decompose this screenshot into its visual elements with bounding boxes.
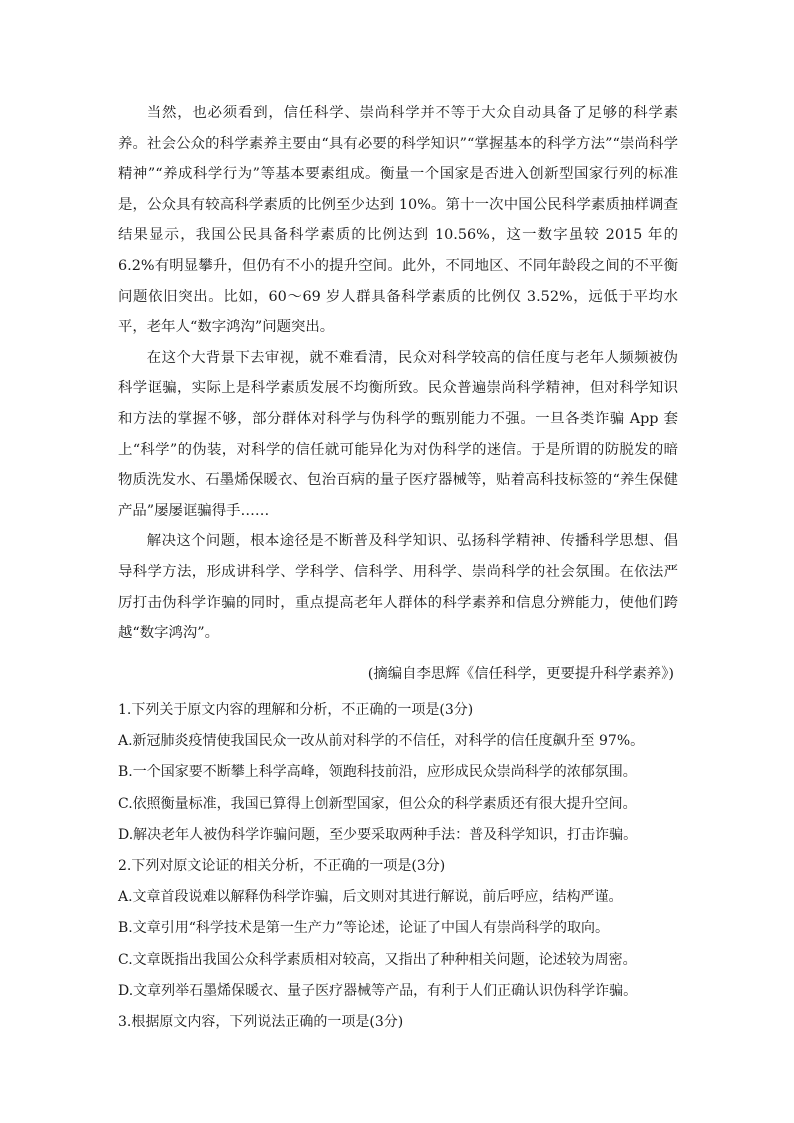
question-3-stem: 3.根据原文内容，下列说法正确的一项是(3分)	[118, 1014, 404, 1031]
question-2-option-c: C.文章既指出我国公众科学素质相对较高，又指出了种种相关问题，论述较为周密。	[118, 951, 637, 968]
article-paragraph-2: 在这个大背景下去审视，就不难看清，民众对科学较高的信任度与老年人频频被伪科学诓骗，实际上是科学素质发展不均衡所致。民众普遍崇尚科学精神，但对科学知识和方法的掌握不够，部分群体对科学与伪科学的甄别能力不强。一旦各类诈骗 App 套上“科学”的伪装，对科学的信任就可能异化为对伪科学的迷信。于是所谓的防脱发的暗物质洗发水、石墨烯保暖衣、包治百病的量子医疗器械等，贴着高科技标签的“养生保健产品”屡屡诓骗得手……	[118, 349, 678, 519]
question-2-option-b: B.文章引用“科学技术是第一生产力”等论述，论证了中国人有崇尚科学的取向。	[118, 920, 610, 937]
question-2-stem: 2.下列对原文论证的相关分析，不正确的一项是(3分)	[118, 858, 446, 875]
question-1-option-b: B.一个国家要不断攀上科学高峰，领跑科技前沿，应形成民众崇尚科学的浓郁氛围。	[118, 764, 637, 781]
question-1-stem: 1.下列关于原文内容的理解和分析，不正确的一项是(3分)	[118, 702, 474, 718]
article-paragraph-3: 解决这个问题，根本途径是不断普及科学知识、弘扬科学精神、传播科学思想、倡导科学方法，形成讲科学、学科学、信科学、用科学、崇尚科学的社会氛围。在依法严厉打击伪科学诈骗的同时，重点提高老年人群体的科学素养和信息分辨能力，使他们跨越“数字鸿沟”。	[118, 533, 678, 642]
question-1-option-c: C.依照衡量标准，我国已算得上创新型国家，但公众的科学素质还有很大提升空间。	[118, 795, 637, 812]
article-body	[118, 98, 678, 649]
article-source: (摘编自李思辉《信任科学，更要提升科学素养》)	[367, 666, 674, 682]
question-1-option-a: A.新冠肺炎疫情使我国民众一改从前对科学的不信任，对科学的信任度飙升至 97%。	[118, 733, 645, 750]
question-2-option-a: A.文章首段说难以解释伪科学诈骗，后文则对其进行解说，前后呼应，结构严谨。	[118, 889, 623, 906]
question-2-option-d: D.文章列举石墨烯保暖衣、量子医疗器械等产品，有利于人们正确认识伪科学诈骗。	[118, 982, 638, 999]
question-1-option-d: D.解决老年人被伪科学诈骗问题，至少要采取两种手法：普及科学知识，打击诈骗。	[118, 826, 638, 843]
article-paragraph-1: 当然，也必须看到，信任科学、崇尚科学并不等于大众自动具备了足够的科学素养。社会公众的科学素养主要由“具有必要的科学知识”“掌握基本的科学方法”“崇尚科学精神”“养成科学行为”等基本要素组成。衡量一个国家是否进入创新型国家行列的标准是，公众具有较高科学素质的比例至少达到 10%。第十一次中国公民科学素质抽样调查结果显示，我国公民具备科学素质的比例达到 10.56%，这一数字虽较 2015 年的 6.2%有明显攀升，但仍有不小的提升空间。此外，不同地区、不同年龄段之间的不平衡问题依旧突出。比如，60～69 岁人群具备科学素质的比例仅 3.52%，远低于平均水平，老年人“数字鸿沟”问题突出。	[118, 105, 678, 336]
questions-section	[118, 695, 678, 1038]
